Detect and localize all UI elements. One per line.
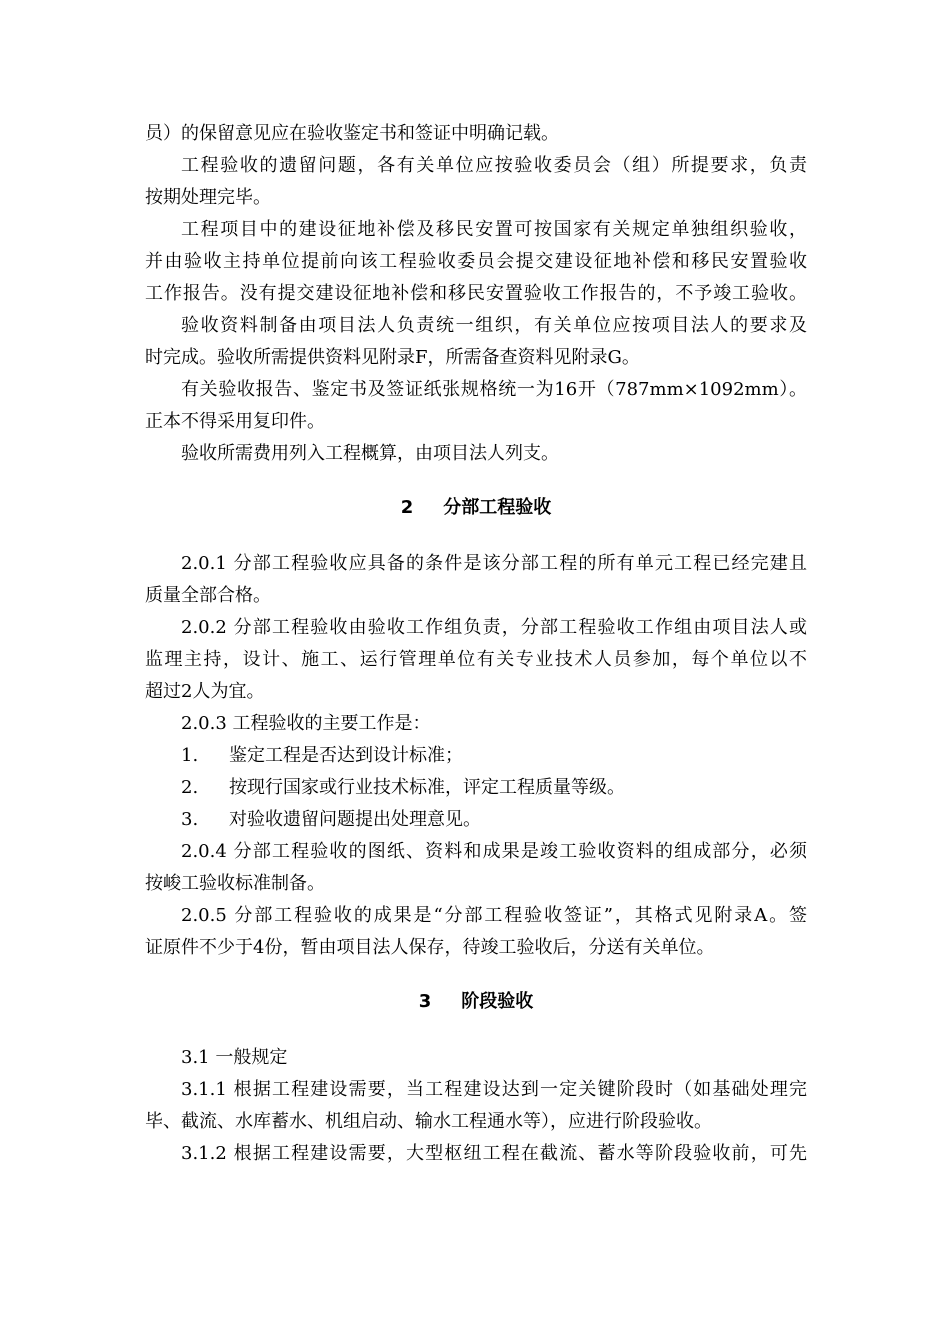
clause-line: 毕、截流、水库蓄水、机组启动、输水工程通水等），应进行阶段验收。: [145, 1111, 712, 1132]
paragraph-line: 工程项目中的建设征地补偿及移民安置可按国家有关规定单独组织验收，: [181, 219, 807, 240]
clause-line: 2.0.4 分部工程验收的图纸、资料和成果是竣工验收资料的组成部分，必须: [181, 841, 807, 862]
intro-block: [145, 118, 807, 470]
list-text: 对验收遗留问题提出处理意见。: [229, 809, 481, 830]
paragraph-line: 验收资料制备由项目法人负责统一组织，有关单位应按项目法人的要求及: [181, 315, 807, 336]
section-2-heading: [145, 492, 807, 524]
paragraph-line: 并由验收主持单位提前向该工程验收委员会提交建设征地补偿和移民安置验收: [145, 251, 807, 272]
paragraph-line: 按期处理完毕。: [145, 187, 271, 208]
list-item: [145, 804, 807, 836]
list-number: 2.: [181, 777, 199, 798]
section-title: 分部工程验收: [443, 497, 552, 518]
document-page: [145, 118, 807, 1170]
list-item: [145, 772, 807, 804]
paragraph-line: 时完成。验收所需提供资料见附录F，所需备查资料见附录G。: [145, 347, 640, 368]
list-text: 按现行国家或行业技术标准，评定工程质量等级。: [229, 777, 625, 798]
list-item: [145, 740, 807, 772]
list-text: 鉴定工程是否达到设计标准；: [229, 745, 463, 766]
list-number: 3.: [181, 809, 199, 830]
clause-line: 2.0.2 分部工程验收由验收工作组负责，分部工程验收工作组由项目法人或: [181, 617, 807, 638]
clause-line: 按峻工验收标准制备。: [145, 873, 325, 894]
section-number: 2: [400, 497, 414, 518]
section-2-body: [145, 548, 807, 964]
clause-line: 超过2人为宜。: [145, 681, 265, 702]
clause-line: 2.0.1 分部工程验收应具备的条件是该分部工程的所有单元工程已经完建且: [181, 553, 807, 574]
section-number: 3: [418, 991, 432, 1012]
clause-line: 证原件不少于4份，暂由项目法人保存，待竣工验收后，分送有关单位。: [145, 937, 715, 958]
clause-line: 监理主持，设计、施工、运行管理单位有关专业技术人员参加，每个单位以不: [145, 649, 807, 670]
paragraph-line: 正本不得采用复印件。: [145, 411, 325, 432]
clause-line: 质量全部合格。: [145, 585, 271, 606]
list-number: 1.: [181, 745, 199, 766]
section-3-heading: [145, 986, 807, 1018]
clause-line: 2.0.3 工程验收的主要工作是：: [181, 713, 431, 734]
clause-line: 3.1.1 根据工程建设需要，当工程建设达到一定关键阶段时（如基础处理完: [181, 1079, 807, 1100]
clause-line: 3.1.2 根据工程建设需要，大型枢纽工程在截流、蓄水等阶段验收前，可先: [181, 1143, 807, 1164]
paragraph-line: 员）的保留意见应在验收鉴定书和签证中明确记载。: [145, 123, 559, 144]
clause-line: 3.1 一般规定: [181, 1047, 288, 1068]
paragraph-line: 有关验收报告、鉴定书及签证纸张规格统一为16开（787mm×1092mm）。: [181, 379, 807, 400]
section-title: 阶段验收: [461, 991, 534, 1012]
paragraph-line: 工程验收的遗留问题，各有关单位应按验收委员会（组）所提要求，负责: [181, 155, 807, 176]
paragraph-line: 验收所需费用列入工程概算，由项目法人列支。: [181, 443, 559, 464]
clause-line: 2.0.5 分部工程验收的成果是“分部工程验收签证”，其格式见附录A。签: [181, 905, 807, 926]
section-3-body: [145, 1042, 807, 1170]
paragraph-line: 工作报告。没有提交建设征地补偿和移民安置验收工作报告的，不予竣工验收。: [145, 283, 807, 304]
